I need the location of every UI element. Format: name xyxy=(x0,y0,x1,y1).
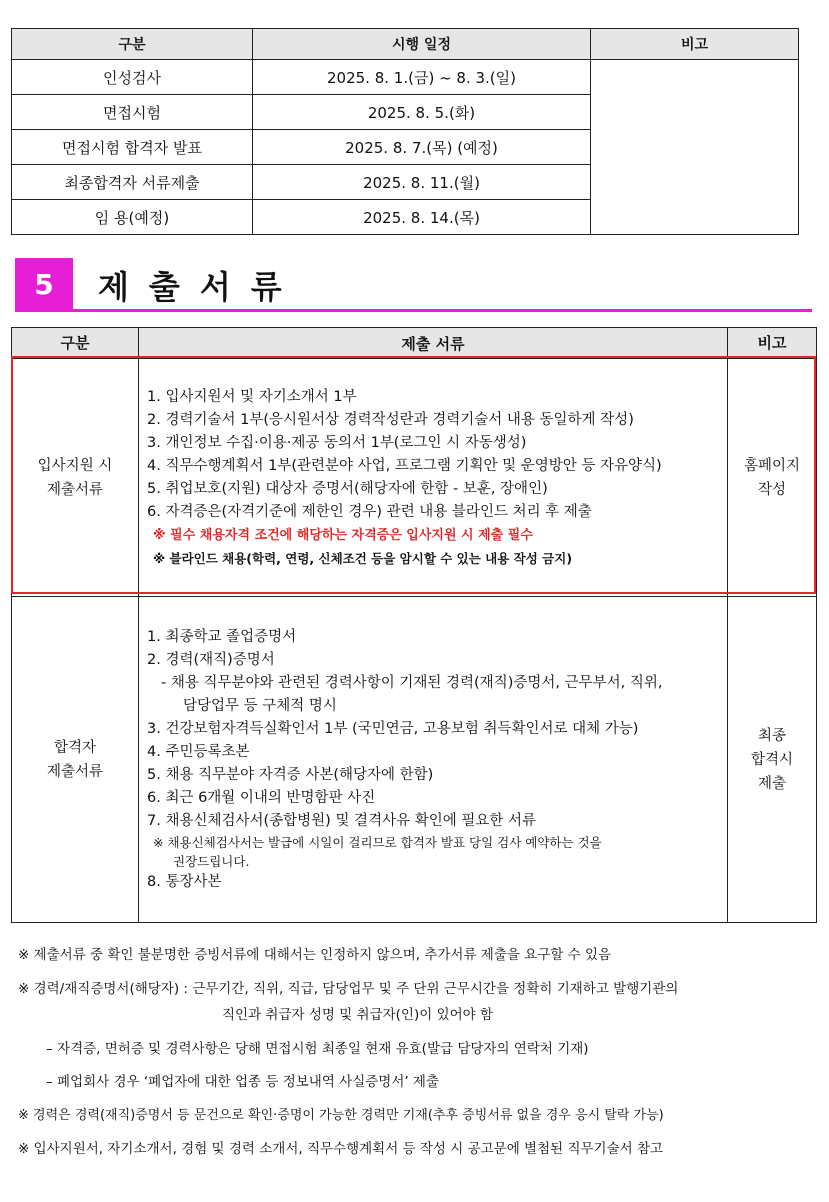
list-item: 2. 경력기술서 1부(응시원서상 경력작성란과 경력기술서 내용 동일하게 작성) xyxy=(147,411,634,428)
category-line: 합격자 xyxy=(53,739,97,756)
list-item: 4. 주민등록초본 xyxy=(147,743,250,760)
doc-list xyxy=(147,626,719,894)
section-divider xyxy=(15,309,812,312)
schedule-label: 인성검사 xyxy=(12,60,253,95)
footnote: ※ 제출서류 중 확인 불분명한 증빙서류에 대해서는 인정하지 않으며, 추가서류 제출을 요구할 수 있음 xyxy=(18,947,612,963)
schedule-date: 2025. 8. 1.(금) ~ 8. 3.(일) xyxy=(253,60,591,95)
remark-line: 홈페이지 xyxy=(743,457,801,474)
list-subitem: 담당업무 등 구체적 명시 xyxy=(183,697,337,714)
table-row xyxy=(12,60,799,95)
remark-line: 최종 xyxy=(757,727,786,744)
footnote: – 폐업회사 경우 ‘폐업자에 대한 업종 등 정보내역 사실증명서’ 제출 xyxy=(46,1074,440,1090)
schedule-label: 최종합격자 서류제출 xyxy=(12,165,253,200)
schedule-label: 면접시험 합격자 발표 xyxy=(12,130,253,165)
schedule-date: 2025. 8. 11.(월) xyxy=(253,165,591,200)
footnote: ※ 입사지원서, 자기소개서, 경험 및 경력 소개서, 직무수행계획서 등 작성 시 공고문에 별첨된 직무기술서 참고 xyxy=(18,1141,664,1157)
schedule-date: 2025. 8. 7.(목) (예정) xyxy=(253,130,591,165)
list-item: 8. 통장사본 xyxy=(147,873,222,890)
footnote: 직인과 취급자 성명 및 취급자(인)이 있어야 함 xyxy=(222,1007,494,1023)
category-line: 제출서류 xyxy=(46,481,104,498)
exam-note: 권장드립니다. xyxy=(173,853,250,869)
list-item: 6. 자격증은(자격기준에 제한인 경우) 관련 내용 블라인드 처리 후 제출 xyxy=(147,503,592,520)
section-number: 5 xyxy=(15,258,73,310)
header-category: 구분 xyxy=(12,328,139,359)
schedule-header-row xyxy=(12,29,799,60)
list-item: 5. 채용 직무분야 자격증 사본(해당자에 한함) xyxy=(147,766,434,783)
header-documents: 제출 서류 xyxy=(139,328,728,359)
schedule-table xyxy=(11,28,799,235)
remark-line: 작성 xyxy=(757,481,786,498)
schedule-label: 면접시험 xyxy=(12,95,253,130)
list-item: 6. 최근 6개월 이내의 반명함판 사진 xyxy=(147,789,376,806)
list-subitem: - 채용 직무분야와 관련된 경력사항이 기재된 경력(재직)증명서, 근무부서, 직위, xyxy=(161,674,663,691)
header-remark: 비고 xyxy=(728,328,817,359)
schedule-date: 2025. 8. 5.(화) xyxy=(253,95,591,130)
list-item: 7. 채용신체검사서(종합병원) 및 결격사유 확인에 필요한 서류 xyxy=(147,812,536,829)
remark-line: 합격시 xyxy=(750,751,794,768)
docs-header-row xyxy=(12,328,817,359)
category-line: 제출서류 xyxy=(46,763,104,780)
blind-note: ※ 블라인드 채용(학력, 연령, 신체조건 등을 암시할 수 있는 내용 작성 금지) xyxy=(153,550,573,566)
list-item: 1. 입사지원서 및 자기소개서 1부 xyxy=(147,388,357,405)
list-item: 1. 최종학교 졸업증명서 xyxy=(147,628,297,645)
section-title: 제출서류 xyxy=(98,268,302,306)
highlight-box xyxy=(11,356,816,594)
header-remark: 비고 xyxy=(591,29,799,60)
table-row xyxy=(12,597,817,923)
footnote: ※ 경력/재직증명서(해당자) : 근무기간, 직위, 직급, 담당업무 및 주 단위 근무시간을 정확히 기재하고 발행기관의 xyxy=(18,981,679,997)
list-item: 5. 취업보호(지원) 대상자 증명서(해당자에 한함 - 보훈, 장애인) xyxy=(147,480,548,497)
docs-list-cell xyxy=(139,597,728,923)
required-note: ※ 필수 채용자격 조건에 해당하는 자격증은 입사지원 시 제출 필수 xyxy=(153,527,533,543)
list-item: 3. 개인정보 수집·이용·제공 동의서 1부(로그인 시 자동생성) xyxy=(147,434,527,451)
schedule-label: 임 용(예정) xyxy=(12,200,253,235)
remark-line: 제출 xyxy=(757,775,786,792)
schedule-date: 2025. 8. 14.(목) xyxy=(253,200,591,235)
list-item: 2. 경력(재직)증명서 xyxy=(147,651,275,668)
docs-category xyxy=(12,597,139,923)
header-category: 구분 xyxy=(12,29,253,60)
list-item: 3. 건강보험자격득실확인서 1부 (국민연금, 고용보험 취득확인서로 대체 가능) xyxy=(147,720,639,737)
exam-note: ※ 채용신체검사서는 발급에 시일이 걸리므로 합격자 발표 당일 검사 예약하는 것을 xyxy=(153,834,602,850)
docs-remark xyxy=(728,597,817,923)
list-item: 4. 직무수행계획서 1부(관련분야 사업, 프로그램 기획안 및 운영방안 등 자유양식) xyxy=(147,457,662,474)
footnote: – 자격증, 면허증 및 경력사항은 당해 면접시험 최종일 현재 유효(발급 담당자의 연락처 기재) xyxy=(46,1041,589,1057)
schedule-remark-cell xyxy=(591,60,799,235)
category-line: 입사지원 시 xyxy=(37,457,113,474)
header-schedule: 시행 일정 xyxy=(253,29,591,60)
footnote: ※ 경력은 경력(재직)증명서 등 문건으로 확인·증명이 가능한 경력만 기재(추후 증빙서류 없을 경우 응시 탈락 가능) xyxy=(18,1108,664,1123)
